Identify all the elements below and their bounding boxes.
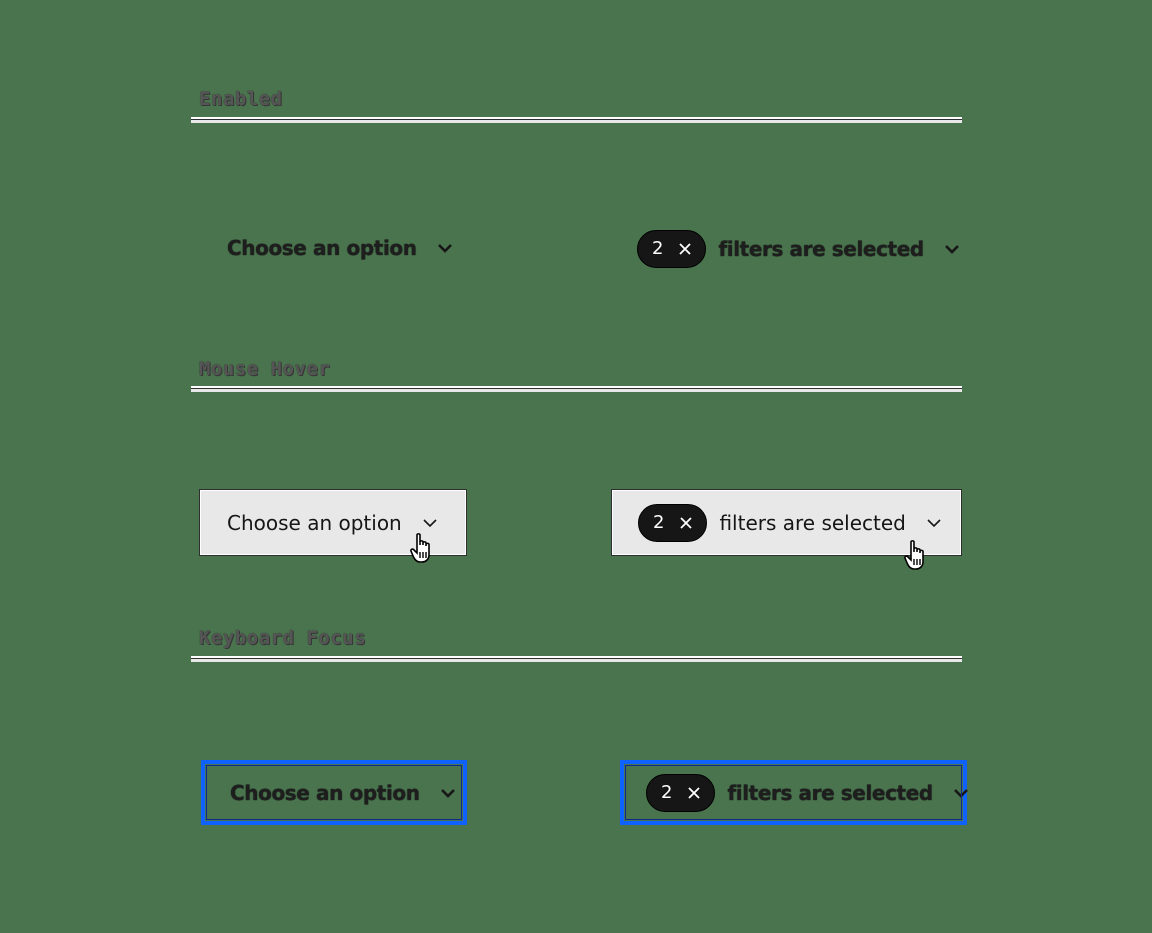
section-divider [191,117,962,120]
dropdown-label: filters are selected [719,510,906,535]
pointer-hand-icon [410,533,436,565]
dropdown-multi-focus[interactable] [620,760,967,825]
chevron-down-icon [437,240,453,256]
pointer-hand-icon [904,540,930,572]
filter-count: 2 [653,512,665,533]
section-divider [191,656,962,659]
chevron-down-icon [953,785,969,801]
filter-count-tag[interactable] [637,230,706,268]
dropdown-multi-enabled[interactable] [612,216,962,281]
filter-count: 2 [652,238,664,259]
dropdown-label: filters are selected [727,780,933,805]
chevron-down-icon [926,515,942,531]
close-icon[interactable] [678,515,694,531]
section-title-keyboard-focus: Keyboard Focus [199,627,367,649]
close-icon[interactable] [686,785,702,801]
filter-count-tag[interactable] [638,504,707,542]
section-title-enabled: Enabled [199,88,283,110]
dropdown-label: filters are selected [718,236,924,261]
dropdown-label: Choose an option [230,780,420,805]
dropdown-single-enabled[interactable] [200,215,466,280]
filter-count-tag[interactable] [646,774,715,812]
filter-count: 2 [661,782,673,803]
section-title-mouse-hover: Mouse Hover [199,358,331,380]
chevron-down-icon [422,515,438,531]
close-icon[interactable] [677,241,693,257]
dropdown-label: Choose an option [227,235,417,260]
chevron-down-icon [440,785,456,801]
section-divider [191,386,962,389]
chevron-down-icon [944,241,960,257]
dropdown-single-focus[interactable] [201,760,467,825]
dropdown-label: Choose an option [227,510,402,535]
